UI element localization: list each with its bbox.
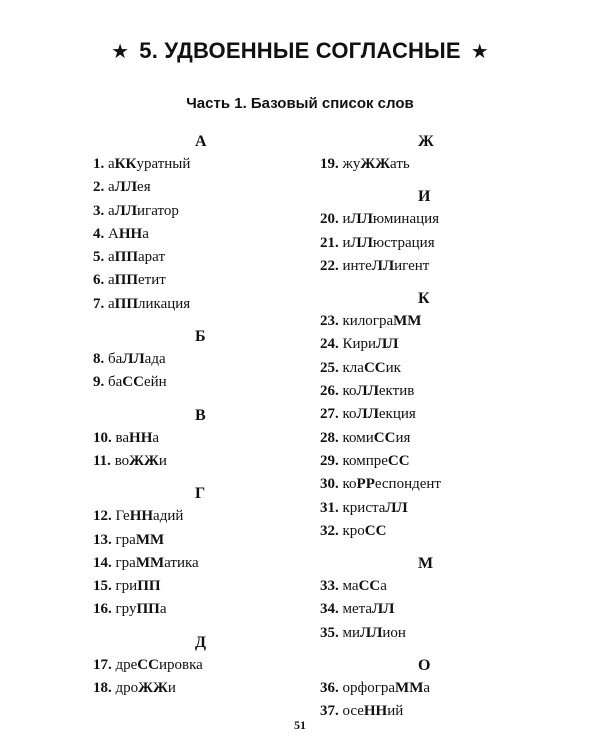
word-number: 24. — [320, 336, 339, 353]
word-prefix: осе — [342, 703, 364, 720]
word-entry — [320, 232, 550, 255]
word-double: СС — [363, 359, 386, 376]
word-number: 23. — [320, 313, 339, 330]
word-entry — [93, 529, 293, 552]
word-prefix: а — [108, 202, 115, 219]
word-entry — [93, 427, 293, 450]
word-number: 15. — [93, 578, 112, 595]
word-number: 21. — [320, 234, 339, 251]
word-prefix: гри — [115, 578, 138, 595]
word-prefix: Кири — [342, 336, 377, 353]
word-prefix: гра — [115, 531, 136, 548]
word-suffix: атика — [164, 554, 199, 571]
word-suffix: а — [423, 680, 431, 697]
group-spacer — [93, 395, 293, 404]
group-spacer — [93, 473, 293, 482]
letter-heading: А — [195, 133, 207, 150]
word-prefix: а — [108, 156, 115, 172]
word-suffix: и — [158, 452, 167, 469]
word-suffix: ий — [387, 703, 404, 720]
word-double: НН — [363, 703, 388, 720]
word-prefix: ба — [108, 351, 123, 368]
word-prefix: жу — [342, 156, 361, 172]
letter-heading: Д — [195, 633, 207, 651]
word-double: КК — [114, 156, 137, 172]
word-double: ПП — [114, 295, 139, 312]
word-suffix: ия — [395, 429, 411, 446]
word-prefix: во — [114, 452, 130, 469]
word-prefix: коми — [342, 429, 374, 446]
word-entry — [93, 575, 293, 598]
group-spacer — [320, 645, 550, 654]
group-spacer — [93, 622, 293, 631]
word-number: 36. — [320, 680, 339, 697]
word-double: ЛЛ — [376, 336, 399, 353]
word-entry — [93, 293, 293, 316]
word-number: 11. — [93, 452, 111, 469]
word-number: 37. — [320, 703, 339, 720]
word-entry — [93, 223, 293, 246]
word-suffix: ировка — [158, 656, 203, 673]
letter-heading: Ж — [418, 133, 434, 150]
word-number: 5. — [93, 249, 105, 266]
word-double: НН — [129, 508, 154, 525]
word-prefix: инте — [342, 257, 372, 274]
word-suffix: адий — [153, 508, 184, 525]
word-prefix: Ге — [115, 508, 130, 525]
word-suffix: етит — [138, 272, 166, 289]
word-prefix: ба — [108, 374, 123, 391]
word-entry — [320, 427, 550, 450]
word-prefix: дро — [115, 680, 139, 697]
word-entry — [93, 348, 293, 371]
word-double: ПП — [114, 249, 139, 266]
word-double: ЛЛ — [360, 624, 383, 641]
word-double: ПП — [136, 601, 160, 618]
word-double: НН — [118, 225, 143, 242]
word-double: ЖЖ — [360, 156, 391, 172]
word-prefix: килогра — [342, 313, 394, 330]
word-entry — [320, 310, 550, 333]
page-title — [0, 38, 600, 64]
word-suffix: ать — [390, 156, 410, 172]
word-entry — [320, 450, 550, 473]
word-entry — [320, 357, 550, 380]
word-prefix: гра — [115, 554, 136, 571]
word-double: ММ — [135, 554, 165, 571]
word-suffix: еспондент — [374, 476, 441, 493]
word-suffix: уратный — [136, 156, 191, 172]
word-number: 2. — [93, 179, 105, 196]
word-entry — [320, 333, 550, 356]
word-suffix: а — [159, 601, 167, 618]
letter-heading: Б — [195, 328, 206, 346]
right-word-column — [320, 130, 550, 724]
word-suffix: а — [152, 429, 160, 446]
word-double: СС — [137, 656, 159, 673]
word-entry — [320, 575, 550, 598]
letter-heading: О — [418, 657, 431, 675]
word-double: ЛЛ — [122, 351, 145, 368]
word-prefix: и — [342, 234, 351, 251]
word-double: ПП — [114, 272, 139, 289]
word-double: ЛЛ — [372, 601, 395, 618]
word-entry — [320, 403, 550, 426]
word-double: СС — [387, 452, 410, 469]
word-prefix: дре — [115, 656, 138, 673]
letter-heading: В — [195, 406, 206, 424]
word-number: 33. — [320, 578, 339, 595]
word-double: ММ — [135, 531, 165, 548]
word-number: 27. — [320, 406, 339, 423]
letter-heading: М — [418, 555, 434, 573]
word-entry — [320, 208, 550, 231]
word-number: 4. — [93, 225, 105, 242]
group-spacer — [320, 543, 550, 552]
star-icon-right: ★ — [470, 41, 489, 63]
word-double: ЖЖ — [129, 452, 159, 469]
word-double: ЖЖ — [138, 680, 168, 697]
word-suffix: игент — [394, 257, 430, 274]
word-prefix: гру — [115, 601, 137, 618]
word-number: 13. — [93, 531, 112, 548]
word-suffix: ейн — [143, 374, 167, 391]
word-number: 25. — [320, 359, 339, 376]
word-entry — [93, 176, 293, 199]
page-number: 51 — [294, 718, 306, 732]
word-number: 34. — [320, 601, 339, 618]
letter-heading: Г — [195, 485, 206, 503]
word-prefix: криста — [342, 499, 386, 516]
word-double: ЛЛ — [356, 383, 379, 400]
word-prefix: ва — [115, 429, 130, 446]
word-double: ПП — [137, 578, 161, 595]
word-prefix: мета — [342, 601, 373, 618]
word-number: 19. — [320, 156, 339, 172]
word-suffix: ик — [385, 359, 401, 376]
word-number: 10. — [93, 429, 112, 446]
word-double: СС — [373, 429, 396, 446]
word-number: 16. — [93, 601, 112, 618]
word-number: 30. — [320, 476, 339, 493]
word-prefix: и — [342, 211, 351, 228]
word-prefix: а — [108, 249, 115, 266]
word-suffix: а — [142, 225, 149, 242]
word-number: 26. — [320, 383, 339, 400]
word-double: ЛЛ — [356, 406, 379, 423]
group-spacer — [320, 176, 550, 185]
word-suffix: игатор — [137, 202, 179, 219]
word-number: 32. — [320, 522, 339, 539]
section-subtitle: Часть 1. Базовый список слов — [186, 95, 414, 112]
word-prefix: а — [108, 179, 115, 196]
word-entry — [320, 497, 550, 520]
word-suffix: ада — [144, 351, 166, 368]
word-prefix: компре — [342, 452, 388, 469]
word-entry — [93, 552, 293, 575]
word-prefix: орфогра — [342, 680, 396, 697]
word-entry — [320, 473, 550, 496]
word-double: ЛЛ — [385, 499, 408, 516]
word-number: 18. — [93, 680, 112, 697]
word-prefix: кла — [342, 359, 364, 376]
word-entry — [93, 246, 293, 269]
word-double: ЛЛ — [371, 257, 395, 274]
word-number: 28. — [320, 429, 339, 446]
word-entry — [93, 677, 293, 700]
word-number: 3. — [93, 202, 105, 219]
word-prefix: ко — [342, 383, 357, 400]
word-number: 20. — [320, 211, 339, 228]
word-suffix: ион — [382, 624, 406, 641]
word-number: 17. — [93, 656, 112, 673]
word-entry — [93, 200, 293, 223]
word-double: ЛЛ — [114, 202, 138, 219]
word-entry — [320, 622, 550, 645]
word-prefix: ко — [342, 406, 357, 423]
word-double: СС — [122, 374, 144, 391]
word-prefix: А — [108, 225, 119, 242]
word-suffix: и — [167, 680, 176, 697]
word-suffix: а — [380, 578, 387, 595]
word-entry — [320, 153, 550, 176]
word-entry — [93, 450, 293, 473]
word-entry — [93, 654, 293, 677]
word-number: 12. — [93, 508, 112, 525]
word-double: ЛЛ — [350, 211, 373, 228]
word-entry — [320, 520, 550, 543]
word-prefix: а — [108, 272, 115, 289]
word-number: 9. — [93, 374, 105, 391]
word-suffix: юминация — [372, 211, 440, 228]
word-suffix: юстрация — [372, 234, 435, 251]
word-number: 1. — [93, 156, 105, 172]
word-entry — [320, 598, 550, 621]
title-text: 5. УДВОЕННЫЕ СОГЛАСНЫЕ — [139, 38, 461, 63]
word-number: 35. — [320, 624, 339, 641]
left-word-column — [93, 130, 293, 700]
word-number: 29. — [320, 452, 339, 469]
word-entry — [320, 677, 550, 700]
word-double: РР — [356, 476, 375, 493]
word-prefix: ми — [342, 624, 361, 641]
word-number: 6. — [93, 272, 105, 289]
group-spacer — [93, 316, 293, 325]
word-number: 31. — [320, 499, 339, 516]
word-entry — [93, 371, 293, 394]
word-suffix: ея — [137, 179, 151, 196]
word-prefix: ко — [342, 476, 357, 493]
word-prefix: а — [108, 295, 115, 312]
letter-heading: К — [418, 290, 430, 308]
letter-heading: И — [418, 188, 431, 206]
word-prefix: кро — [342, 522, 365, 539]
word-double: НН — [129, 429, 153, 446]
word-entry — [320, 380, 550, 403]
word-double: СС — [364, 522, 387, 539]
word-number: 22. — [320, 257, 339, 274]
word-entry — [93, 505, 293, 528]
star-icon-left: ★ — [111, 41, 130, 63]
word-number: 14. — [93, 554, 112, 571]
word-entry — [93, 598, 293, 621]
word-suffix: ликация — [138, 295, 191, 312]
group-spacer — [320, 278, 550, 287]
word-double: ММ — [395, 680, 424, 697]
word-suffix: арат — [138, 249, 165, 266]
word-number: 8. — [93, 351, 105, 368]
word-entry — [93, 269, 293, 292]
word-double: ЛЛ — [114, 179, 138, 196]
word-suffix: ектив — [378, 383, 415, 400]
word-number: 7. — [93, 295, 105, 312]
word-entry — [93, 153, 293, 176]
word-double: СС — [358, 578, 381, 595]
word-prefix: ма — [342, 578, 359, 595]
word-entry — [320, 255, 550, 278]
word-double: ЛЛ — [350, 234, 373, 251]
word-double: ММ — [393, 313, 422, 330]
word-suffix: екция — [378, 406, 416, 423]
